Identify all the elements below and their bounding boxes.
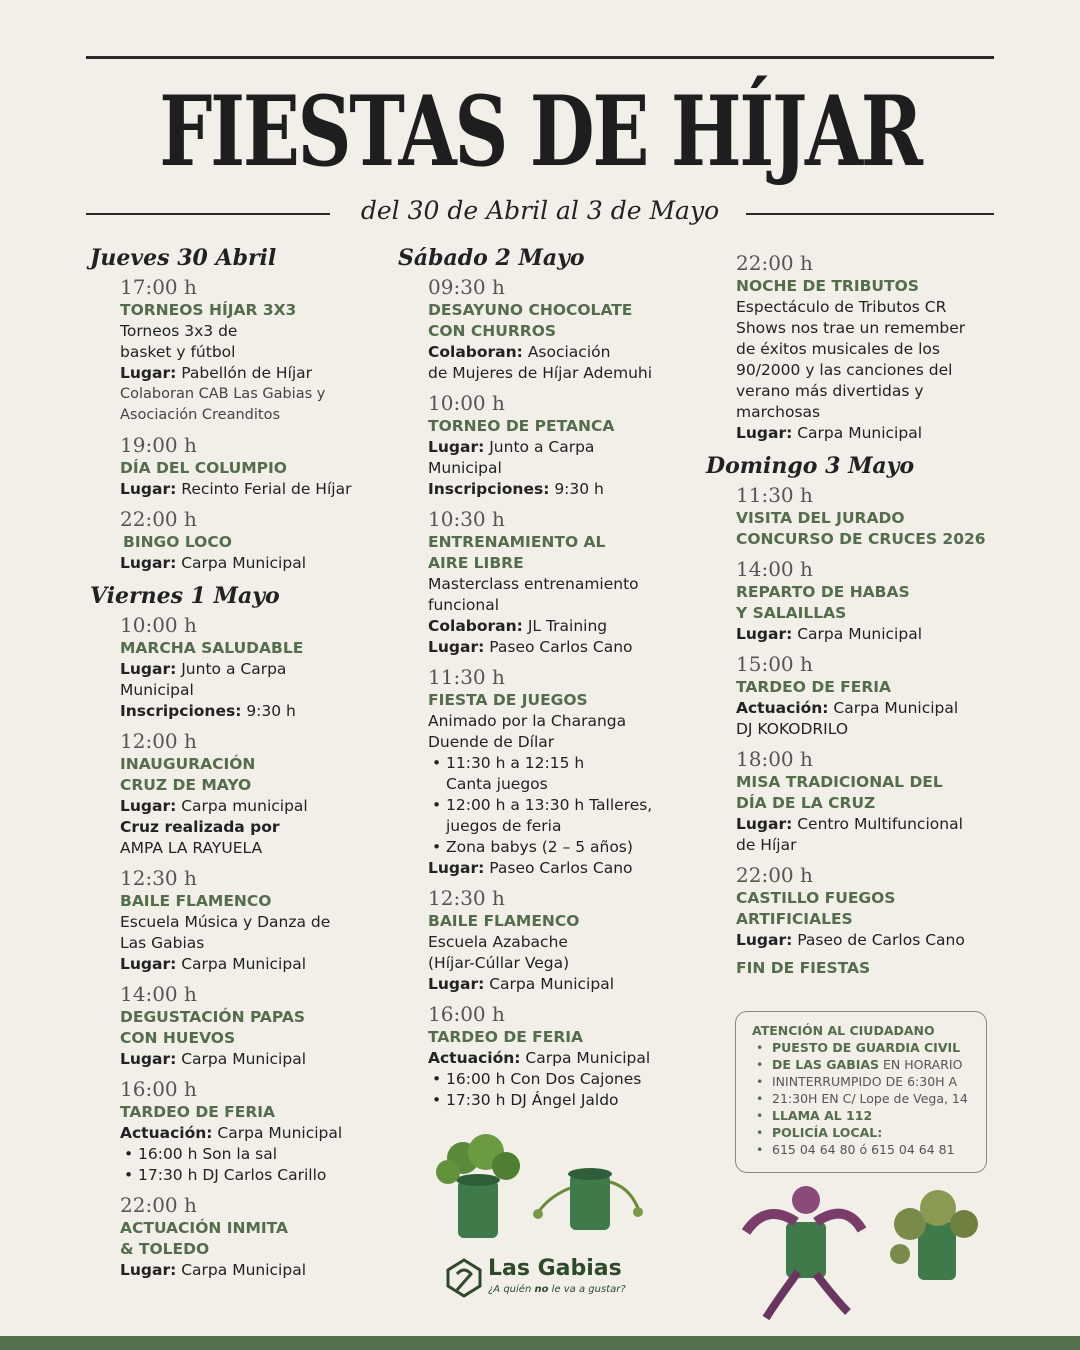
event-name: ACTUACIÓN INMITA xyxy=(120,1219,289,1237)
event-time: 12:00 h xyxy=(120,729,197,753)
bullet-item-cont: juegos de feria xyxy=(446,817,562,835)
event-desc: Escuela Azabache xyxy=(428,933,568,951)
event-name: MARCHA SALUDABLE xyxy=(120,639,304,657)
plant-pot-icon xyxy=(880,1184,986,1302)
event-place xyxy=(120,954,388,975)
event-place xyxy=(120,1049,388,1070)
bullet-item: • 11:30 h a 12:15 h xyxy=(428,753,696,774)
event-place xyxy=(428,974,696,995)
event-collab xyxy=(428,616,696,637)
event-place xyxy=(736,814,1004,835)
event-time: 22:00 h xyxy=(120,507,197,531)
performance-key: Actuación: xyxy=(120,1124,213,1142)
column-saturday-night-sunday xyxy=(704,250,1004,977)
event-desc: Torneos 3x3 de xyxy=(120,322,238,340)
place-value: Carpa Municipal xyxy=(176,1050,306,1068)
event-place-cont: de Híjar xyxy=(736,836,797,854)
event-desc: (Híjar-Cúllar Vega) xyxy=(428,954,570,972)
place-value: Junto a Carpa xyxy=(176,660,287,678)
event-name: FIESTA DE JUEGOS xyxy=(428,691,588,709)
las-gabias-logo xyxy=(444,1256,644,1302)
event-desc: de éxitos musicales de los xyxy=(736,340,940,358)
notice-item-strong: LLAMA AL 112 xyxy=(772,1108,873,1123)
event-time: 14:00 h xyxy=(120,982,197,1006)
event-name: TARDEO DE FERIA xyxy=(428,1028,584,1046)
place-value: Junto a Carpa xyxy=(484,438,595,456)
event-desc: Animado por la Charanga xyxy=(428,712,627,730)
performance-key: Actuación: xyxy=(736,699,829,717)
notice-item xyxy=(752,1107,974,1124)
event-name: INAUGURACIÓN xyxy=(120,755,256,773)
event-desc: verano más divertidas y xyxy=(736,382,924,400)
place-value: Pabellón de Híjar xyxy=(176,364,313,382)
place-key: Lugar: xyxy=(120,364,177,382)
place-key: Lugar: xyxy=(428,975,485,993)
logo-tagline xyxy=(488,1284,626,1295)
event-place xyxy=(736,624,1004,645)
event-desc: Las Gabias xyxy=(120,934,205,952)
event xyxy=(88,506,388,574)
event-name: CASTILLO FUEGOS xyxy=(736,889,896,907)
place-key: Lugar: xyxy=(120,1050,177,1068)
logo-tagline-strong: no xyxy=(534,1284,549,1295)
event xyxy=(88,728,388,859)
event-performance xyxy=(736,698,1004,719)
logo-tagline-part: le va a gustar? xyxy=(548,1284,626,1295)
notice-item-cont: • 615 04 64 80 ó 615 04 64 81 xyxy=(752,1141,974,1158)
signup-value: 9:30 h xyxy=(549,480,604,498)
plant-pot-icon xyxy=(736,1182,872,1322)
bullet-item: • 16:00 h Son la sal xyxy=(120,1144,388,1165)
event-note xyxy=(120,817,388,838)
event xyxy=(88,1076,388,1186)
event-time: 16:00 h xyxy=(120,1077,197,1101)
event-place xyxy=(428,437,696,458)
place-key: Lugar: xyxy=(120,797,177,815)
notice-item xyxy=(752,1039,974,1056)
event xyxy=(396,274,696,384)
page-title: FIESTAS DE HÍJAR xyxy=(159,75,921,188)
event-time: 10:00 h xyxy=(120,613,197,637)
event-name: BAILE FLAMENCO xyxy=(120,892,272,910)
event-place xyxy=(120,1260,388,1281)
event-name: REPARTO DE HABAS xyxy=(736,583,910,601)
notice-item-cont: • 21:30H EN C/ Lope de Vega, 14 xyxy=(752,1090,974,1107)
event-desc: Duende de Dílar xyxy=(428,733,555,751)
event-desc: Masterclass entrenamiento xyxy=(428,575,639,593)
place-value: Carpa Municipal xyxy=(176,955,306,973)
day-heading: Domingo 3 Mayo xyxy=(706,453,915,479)
page-subtitle: del 30 de Abril al 3 de Mayo xyxy=(360,196,720,225)
footer-bar xyxy=(0,1336,1080,1350)
bullet-item: • 16:00 h Con Dos Cajones xyxy=(428,1069,696,1090)
event xyxy=(396,1001,696,1111)
collab-key: Colaboran: xyxy=(428,617,523,635)
subtitle-rule-right xyxy=(746,213,994,215)
place-value: Carpa Municipal xyxy=(176,554,306,572)
place-value: Recinto Ferial de Híjar xyxy=(176,480,352,498)
event-name: TARDEO DE FERIA xyxy=(736,678,892,696)
notice-item-strong: POLICÍA LOCAL: xyxy=(772,1125,883,1140)
day-heading: Sábado 2 Mayo xyxy=(398,245,585,271)
event-time: 22:00 h xyxy=(120,1193,197,1217)
event-place xyxy=(120,479,388,500)
event-time: 17:00 h xyxy=(120,275,197,299)
event-place xyxy=(120,553,388,574)
signup-key: Inscripciones: xyxy=(120,702,242,720)
event-time: 12:30 h xyxy=(428,886,505,910)
event xyxy=(88,274,388,426)
event xyxy=(88,865,388,975)
place-key: Lugar: xyxy=(736,625,793,643)
event-name: CRUZ DE MAYO xyxy=(120,776,252,794)
note-key: Cruz realizada por xyxy=(120,818,280,836)
event-collab: Asociación Creanditos xyxy=(120,407,281,423)
event-name: DÍA DE LA CRUZ xyxy=(736,794,876,812)
event-desc: basket y fútbol xyxy=(120,343,236,361)
event-place xyxy=(736,423,1004,444)
place-key: Lugar: xyxy=(736,931,793,949)
event-time: 10:30 h xyxy=(428,507,505,531)
event-place xyxy=(428,858,696,879)
place-key: Lugar: xyxy=(428,638,485,656)
event-name: DESAYUNO CHOCOLATE xyxy=(428,301,633,319)
event-desc: Espectáculo de Tributos CR xyxy=(736,298,947,316)
column-saturday xyxy=(396,238,696,1117)
event-name: VISITA DEL JURADO xyxy=(736,509,905,527)
event xyxy=(396,664,696,879)
place-value: Carpa Municipal xyxy=(792,424,922,442)
day-heading: Viernes 1 Mayo xyxy=(90,583,280,609)
notice-item-strong: PUESTO DE GUARDIA CIVIL xyxy=(772,1040,961,1055)
performance-key: Actuación: xyxy=(428,1049,521,1067)
place-key: Lugar: xyxy=(120,955,177,973)
event xyxy=(704,862,1004,951)
signup-key: Inscripciones: xyxy=(428,480,550,498)
event-time: 11:30 h xyxy=(736,483,813,507)
notice-item-cont: • ININTERRUMPIDO DE 6:30H A xyxy=(752,1073,974,1090)
plant-pot-icon xyxy=(428,1132,538,1252)
event-name: CONCURSO DE CRUCES 2026 xyxy=(736,530,986,548)
performance-value: Carpa Municipal xyxy=(520,1049,651,1067)
event-place xyxy=(120,796,388,817)
place-value: Carpa Municipal xyxy=(176,1261,306,1279)
las-gabias-logo-icon xyxy=(444,1256,484,1300)
event-time: 18:00 h xyxy=(736,747,813,771)
event-place-cont: Municipal xyxy=(120,681,194,699)
notice-title: ATENCIÓN AL CIUDADANO xyxy=(752,1023,935,1038)
top-rule xyxy=(86,56,994,59)
event-time: 11:30 h xyxy=(428,665,505,689)
place-value: Carpa municipal xyxy=(176,797,308,815)
place-value: Paseo Carlos Cano xyxy=(484,638,633,656)
logo-name: Las Gabias xyxy=(488,1256,622,1281)
end-of-festivities: FIN DE FIESTAS xyxy=(736,959,871,977)
event-name: DÍA DEL COLUMPIO xyxy=(120,459,287,477)
event xyxy=(396,506,696,658)
signup-value: 9:30 h xyxy=(241,702,296,720)
event-name: Y SALAILLAS xyxy=(736,604,847,622)
event xyxy=(396,885,696,995)
performance-value: Carpa Municipal xyxy=(212,1124,343,1142)
event-name: MISA TRADICIONAL DEL xyxy=(736,773,943,791)
event-name: & TOLEDO xyxy=(120,1240,210,1258)
event-desc: 90/2000 y las canciones del xyxy=(736,361,953,379)
event xyxy=(396,390,696,500)
place-key: Lugar: xyxy=(120,1261,177,1279)
collab-key: Colaboran: xyxy=(428,343,523,361)
event-name: BAILE FLAMENCO xyxy=(428,912,580,930)
place-value: Centro Multifuncional xyxy=(792,815,963,833)
event-collab: Colaboran CAB Las Gabias y xyxy=(120,386,326,402)
event-performance xyxy=(428,1048,696,1069)
bullet-item: • 12:00 h a 13:30 h Talleres, xyxy=(428,795,696,816)
event-time: 09:30 h xyxy=(428,275,505,299)
event-desc: Escuela Música y Danza de xyxy=(120,913,331,931)
place-key: Lugar: xyxy=(120,554,177,572)
bullet-item-cont: Canta juegos xyxy=(446,775,548,793)
event-performer: DJ KOKODRILO xyxy=(736,720,849,738)
event-performance xyxy=(120,1123,388,1144)
notice-item-cont xyxy=(752,1056,974,1073)
place-key: Lugar: xyxy=(736,815,793,833)
place-value: Carpa Municipal xyxy=(792,625,922,643)
event-name: ENTRENAMIENTO AL xyxy=(428,533,606,551)
place-key: Lugar: xyxy=(428,438,485,456)
event xyxy=(704,556,1004,645)
event-desc: Shows nos trae un remember xyxy=(736,319,966,337)
column-thursday-friday xyxy=(88,238,388,1287)
event-place xyxy=(428,637,696,658)
event-name: AIRE LIBRE xyxy=(428,554,524,572)
plant-pot-icon xyxy=(528,1158,648,1250)
event-collab xyxy=(428,342,696,363)
event-place xyxy=(736,930,1004,951)
place-key: Lugar: xyxy=(428,859,485,877)
event-desc: marchosas xyxy=(736,403,821,421)
bullet-item: • Zona babys (2 – 5 años) xyxy=(428,837,696,858)
collab-value: Asociación xyxy=(522,343,611,361)
event xyxy=(88,432,388,500)
bullet-item: • 17:30 h DJ Carlos Carillo xyxy=(120,1165,388,1186)
subtitle-row xyxy=(86,196,994,232)
place-key: Lugar: xyxy=(120,480,177,498)
event-name: BINGO LOCO xyxy=(123,533,232,551)
notice-item-strong: DE LAS GABIAS xyxy=(772,1057,880,1072)
event xyxy=(88,1192,388,1281)
event-place-cont: Municipal xyxy=(428,459,502,477)
place-value: Carpa Municipal xyxy=(484,975,614,993)
event-time: 16:00 h xyxy=(428,1002,505,1026)
event-time: 12:30 h xyxy=(120,866,197,890)
event-place xyxy=(120,659,388,680)
event xyxy=(704,482,1004,550)
day-heading: Jueves 30 Abril xyxy=(90,245,277,271)
event-name: DEGUSTACIÓN PAPAS xyxy=(120,1008,306,1026)
event xyxy=(704,250,1004,444)
collab-value: JL Training xyxy=(522,617,608,635)
logo-tagline-part: ¿A quién xyxy=(488,1284,535,1295)
event xyxy=(704,746,1004,856)
subtitle-rule-left xyxy=(86,213,330,215)
performance-value: Carpa Municipal xyxy=(828,699,959,717)
event-signup xyxy=(428,479,696,500)
event-name: TORNEOS HÍJAR 3X3 xyxy=(120,301,297,319)
notice-item-text: EN HORARIO xyxy=(879,1057,963,1072)
event xyxy=(88,981,388,1070)
citizen-notice-box xyxy=(735,1011,987,1173)
event-time: 22:00 h xyxy=(736,251,813,275)
event-time: 22:00 h xyxy=(736,863,813,887)
event-time: 10:00 h xyxy=(428,391,505,415)
place-value: Paseo de Carlos Cano xyxy=(792,931,965,949)
event-name: NOCHE DE TRIBUTOS xyxy=(736,277,919,295)
event-time: 14:00 h xyxy=(736,557,813,581)
event-signup xyxy=(120,701,388,722)
event-name: TORNEO DE PETANCA xyxy=(428,417,615,435)
event-name: CON CHURROS xyxy=(428,322,557,340)
place-key: Lugar: xyxy=(120,660,177,678)
event-time: 15:00 h xyxy=(736,652,813,676)
event-time: 19:00 h xyxy=(120,433,197,457)
event-name: ARTIFICIALES xyxy=(736,910,853,928)
bullet-item: • 17:30 h DJ Ángel Jaldo xyxy=(428,1090,696,1111)
place-key: Lugar: xyxy=(736,424,793,442)
event-name: TARDEO DE FERIA xyxy=(120,1103,276,1121)
notice-item xyxy=(752,1124,974,1141)
event-note: AMPA LA RAYUELA xyxy=(120,839,263,857)
event-name: CON HUEVOS xyxy=(120,1029,236,1047)
event xyxy=(704,651,1004,740)
place-value: Paseo Carlos Cano xyxy=(484,859,633,877)
event-place xyxy=(120,363,388,384)
event xyxy=(88,612,388,722)
event-desc: funcional xyxy=(428,596,500,614)
event-collab-cont: de Mujeres de Híjar Ademuhi xyxy=(428,364,653,382)
